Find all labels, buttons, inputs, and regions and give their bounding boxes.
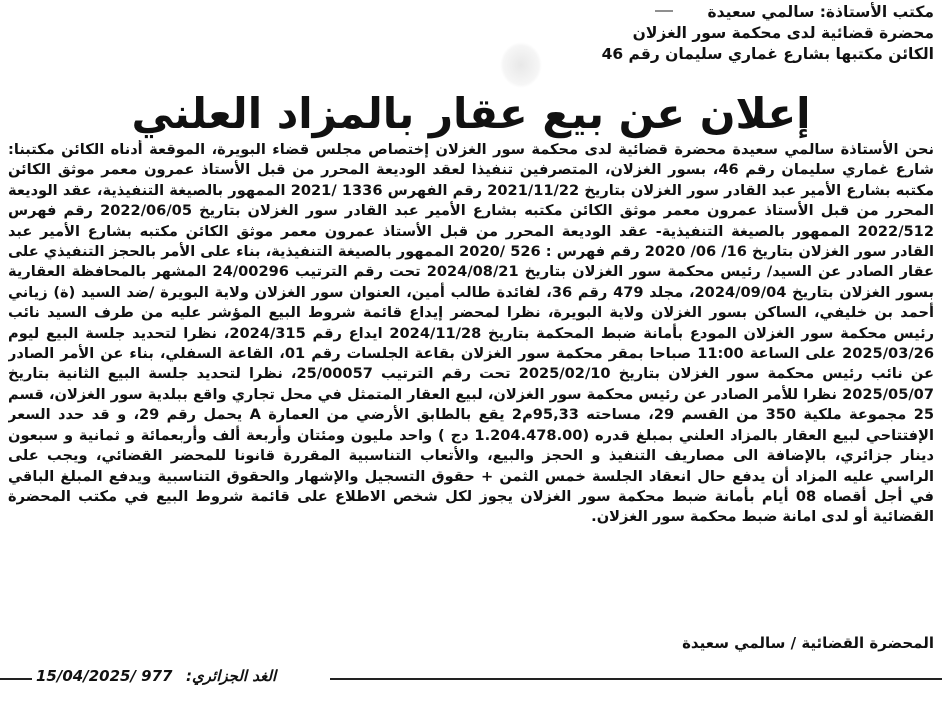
newspaper-name: الغد الجزائري: — [186, 667, 277, 685]
bailiff-office-header — [514, 2, 934, 65]
office-name: مكتب الأستاذة: سالمي سعيدة — [707, 3, 934, 21]
footer-rule-right — [330, 678, 942, 680]
publication-reference: 15/04/2025/ 977 — [36, 667, 173, 685]
office-address: الكائن مكتبها بشارع غماري سليمان رقم 46 — [601, 45, 934, 63]
publication-footer — [0, 667, 942, 689]
notice-body: نحن الأستاذة سالمي سعيدة محضرة قضائية لدى محكمة سور الغزلان إختصاص مجلس قضاء البويرة، الموقعة أدناه الكائن مكتبنا: شارع غماري سليمان رقم 46، بسور الغزلان، المتصرفين تنفيذا لعقد الوديعة المحرر من قبل الأستاذ عمرون معمر موثق الكائن مكتبه بشارع الأمير عبد القادر سور الغزلان بتاريخ 2021/11/22 رقم الفهرس 1336 /2021 الممهور بالصيغة التنفيذية، عقد الوديعة المحرر من قبل الأستاذ عمرون معمر موثق الكائن مكتبه بشارع الأمير عبد القادر سور الغزلان بتاريخ 2022/06/05 رقم فهرس 2022/512 الممهور بالصيغة التنفيذية- عقد الوديعة المحرر من قبل الأستاذ عمرون معمر موثق الكائن مكتبه بشارع الأمير عبد القادر سور الغزلان بتاريخ 16/ 06/ 2020 رقم فهرس : 526 /2020 الممهور بالصيغة التنفيذية، بناء على الأمر بالحجز التنفيذي على عقار الصادر عن السيد/ رئيس محكمة سور الغزلان بتاريخ 2024/08/21 تحت رقم الترتيب 24/00296 المشهر بالمحافظة العقارية بسور الغزلان بتاريخ 2024/09/04، مجلد 479 رقم 36، لفائدة طالب أمين، العنوان سور الغزلان ولاية البويرة /ضد السيد (ة) زياني أحمد بن خليفي، الساكن بسور الغزلان ولاية البويرة، نظرا لمحضر إيداع قائمة شروط البيع المؤشر عليه من طرف السيد نائب رئيس محكمة سور الغزلان المودع بأمانة ضبط المحكمة بتاريخ 2024/11/28 ايداع رقم 2024/315، نظرا لتحديد جلسة البيع ليوم 2025/03/26 على الساعة 11:00 صباحا بمقر محكمة سور الغزلان بقاعة الجلسات رقم 01، القاعة السفلي، بناء عن الأمر الصادر عن نائب رئيس محكمة سور الغزلان بتاريخ 2025/02/10 تحت رقم الترتيب 25/00057، نظرا لتحديد جلسة البيع الثانية بتاريخ 2025/05/07 نظرا للأمر الصادر عن رئيس محكمة سور الغزلان، لبيع العقار المتمثل في محل تجاري واقع ببلدية سور الغزلان، قسم 25 مجموعة ملكية 350 من القسم 29، مساحته 95,33م2 يقع بالطابق الأرضي من العمارة A يحمل رقم 29، و قد حدد السعر الإفتتاحي لبيع العقار بالمزاد العلني بمبلغ قدره (1.204.478.00 دج ) واحد مليون ومئتان وأربعة ألف وأربعمائة و ثمانية و سبعون دينار جزائري، بالإضافة الى مصاريف التنفيذ و الحجز والبيع، والأتعاب التناسبية المقررة قانونا للمحضر القضائي، ويجب على الراسي عليه المزاد أن يدفع حال انعقاد الجلسة خمس الثمن + حقوق التسجيل والإشهار والحقوق التناسبية ويدفع المبلغ الباقي في أجل أقصاه 08 أيام بأمانة ضبط محكمة سور الغزلان يجوز لكل شخص الاطلاع على قائمة شروط البيع في مكتب المحضرة القضائية أو لدى امانة ضبط محكمة سور الغزلان. — [8, 141, 934, 526]
footer-rule-left — [0, 678, 32, 680]
office-role: محضرة قضائية لدى محكمة سور الغزلان — [632, 24, 934, 42]
notice-title: إعلان عن بيع عقار بالمزاد العلني — [131, 89, 811, 138]
signature-line: المحضرة القضائية / سالمي سعيدة — [682, 634, 934, 652]
